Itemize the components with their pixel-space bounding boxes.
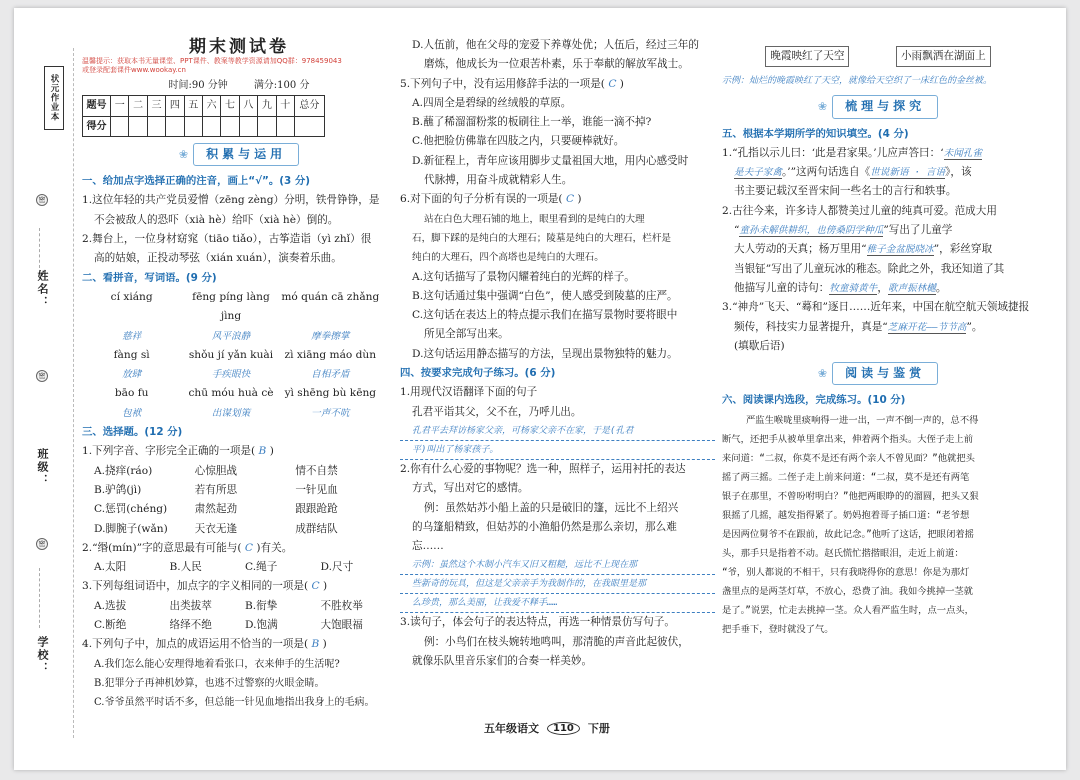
leaf-icon: ❀ — [817, 367, 827, 381]
scene-tag: 小雨飘洒在湖面上 — [896, 46, 991, 67]
answer-choice[interactable]: C — [608, 77, 617, 90]
answer-line[interactable]: 示例：灿烂的晚霞映红了天空，就像给天空织了一床红色的金丝被。 — [722, 76, 993, 87]
score-cell[interactable] — [258, 116, 276, 136]
name-label: 姓名： — [36, 270, 49, 309]
option-row — [82, 597, 396, 616]
option: B.衔挚 — [245, 599, 278, 612]
fill-line: (填歇后语) — [734, 339, 785, 352]
text: 他描写儿童的诗句： — [734, 281, 830, 294]
exam-title: 期末测试卷 — [189, 37, 289, 57]
option: C.绳子 — [245, 561, 278, 574]
leaf-icon: ❀ — [178, 147, 188, 161]
name-line — [39, 228, 40, 268]
banner-label: 梳理与探究 — [832, 95, 938, 118]
question-text: 2.“缗(mín)”字的意思最有可能与( — [82, 541, 242, 554]
passage-line: 是了。”说罢，忙走去挑掉一茎。众人看严监生时，点一点头， — [722, 604, 974, 616]
text: 大人劳动的天真；杨万里用“ — [734, 243, 867, 256]
quote-line: 石，脚下踩的是纯白的大理石；陵墓是纯白的大理石，栏杆是 — [412, 232, 672, 244]
question-text: 3.下列每组词语中，加点字的字义相同的一项是( — [82, 580, 309, 593]
option: 心惊胆战 — [194, 464, 238, 477]
text: 。’”这两句话选自《 — [781, 166, 871, 179]
pinyin: mó quán cā zhǎng — [281, 290, 380, 303]
option-line: A.这句话描写了景物闪耀着纯白的光辉的样子。 — [412, 270, 635, 283]
answer-choice[interactable]: B — [258, 445, 267, 458]
score-head-cell: 八 — [239, 96, 257, 116]
score-cell[interactable] — [166, 116, 184, 136]
answer[interactable]: 自相矛盾 — [311, 369, 350, 381]
answer[interactable]: 手疾眼快 — [211, 369, 251, 381]
option: 肃然起劲 — [194, 503, 238, 516]
answer[interactable]: 一声不吭 — [311, 407, 350, 419]
option: B.驴鸽(jì) — [94, 483, 142, 496]
blank-answer[interactable]: 芝麻开花——节节高 — [887, 321, 967, 333]
option: C.惩罚(chéng) — [94, 503, 168, 516]
text: ”写出了儿童学 — [883, 224, 953, 237]
option-line: 所见全部写出来。 — [424, 328, 509, 341]
score-cell[interactable] — [221, 116, 239, 136]
answer-line[interactable]: 么珍贵，那么美丽，让我爱不释手…… — [400, 594, 715, 613]
score-head-cell: 五 — [184, 96, 202, 116]
text: 1.“孔指以示儿曰：‘此是君家果。’儿应声答曰：‘ — [722, 146, 944, 159]
binding-margin — [14, 8, 76, 770]
score-cell[interactable] — [147, 116, 165, 136]
passage-line: 把手垂下，登时就没了气。 — [722, 623, 834, 635]
option-line: A.四周全是碧绿的丝绒般的草原。 — [412, 96, 572, 109]
option-line: B.这句话通过集中强调“白色”，使人感受到陵墓的庄严。 — [412, 289, 678, 302]
pinyin: bāo fu — [114, 387, 149, 400]
option-line: B.蘸了稀溜溜粉浆的板刷往上一举，谁能一滴不掉? — [412, 116, 652, 129]
score-head-cell: 三 — [147, 96, 165, 116]
option: C.断绝 — [94, 619, 127, 632]
fill-line — [722, 163, 1034, 182]
class-label: 班级： — [36, 448, 49, 487]
passage-line: 狠摇了几摇，越发指得紧了。奶妈抱着哥子插口道：“老爷想 — [722, 509, 970, 521]
pinyin: cí xiáng — [110, 290, 153, 303]
passage-line: 是因两位舅爷不在跟前，故此记念。”他听了这话，把眼闭着摇 — [722, 528, 974, 540]
answer-line[interactable]: 示例：虽然这个木制小汽车又旧又粗糙，远比不上现在那 — [400, 556, 715, 575]
answer-line[interactable]: 平)叫出了杨家孩子。 — [400, 441, 715, 460]
mc-question: 6.对下面的句子分析有误的一项是( C ) — [400, 193, 582, 206]
section-banner — [722, 95, 1034, 118]
option-line: D.新征程上，青年应该用脚步丈量祖国大地，用内心感受时 — [412, 154, 689, 167]
option: A.太阳 — [94, 561, 127, 574]
section-banner — [82, 143, 396, 166]
option: 天衣无逢 — [194, 522, 238, 535]
option-row — [82, 500, 396, 519]
answer[interactable]: 慈祥 — [122, 330, 142, 342]
text: 频传，科技实力显著提升，真是“ — [734, 320, 888, 333]
pinyin-row — [82, 288, 396, 327]
passage-line: 银子在那里，不曾吩咐明白？”他把两眼睁的的溜圆，把头又狠 — [722, 490, 979, 502]
passage-line: 严监生喉咙里痰响得一进一出，一声不倒一声的，总不得 — [746, 414, 979, 426]
q-text: 1.用现代汉语翻译下面的句子 — [400, 386, 538, 399]
fill-line: 3.“神舟”飞天、“蓦和”逐日……近年来，中国在航空航天领域捷报 — [722, 301, 1030, 314]
answer[interactable]: 摩拳擦掌 — [311, 330, 350, 342]
pinyin-row — [82, 384, 396, 403]
answer[interactable]: 出谋划策 — [211, 407, 251, 419]
q-text: 孔君平诣其父，父不在，乃呼儿出。 — [412, 405, 582, 418]
score-table — [82, 95, 325, 137]
full-score-text: 满分:100 分 — [253, 80, 310, 92]
option-line: B.犯罪分子再神机妙算，也逃不过警察的火眼金睛。 — [94, 677, 325, 689]
option: 跟跟跄跄 — [295, 503, 338, 516]
q1-line: 1.这位年轻的共产党员爱憎（zēng zèng）分明，铁骨铮铮，是 — [82, 194, 380, 207]
option-line: D.人伍前，他在父母的宠爱下养尊处优；人伍后，经过三年的 — [412, 39, 699, 51]
option: A.选拔 — [94, 599, 127, 612]
passage-line: “爷，别人都说的不相干，只有我晓得你的意思！你是为那灯 — [722, 566, 970, 578]
tip-line-2: 或登录配套课件www.wookay.cn — [82, 66, 186, 75]
scene-tag: 晚霞映红了天空 — [765, 46, 849, 67]
answer-row — [82, 365, 396, 384]
example-line: 例：小鸟们在枝头婉转地鸣叫，那清脆的声音此起彼伏， — [424, 635, 689, 648]
passage-line: 断气，还把手从被单里拿出来，伸着两个指头。大侄子走上前 — [722, 433, 974, 445]
score-head-cell: 二 — [129, 96, 147, 116]
question-text: 1.下列字音、字形完全正确的一项是( — [82, 445, 256, 458]
passage-line: 头，那手只是指着不动。赵氏慌忙揩揩眼泪，走近上前道： — [722, 547, 964, 559]
fill-line: 书主要记载汉至晋宋间一些名士的言行和轶事。 — [734, 185, 957, 198]
score-cell[interactable] — [276, 116, 294, 136]
option: 不胜枚举 — [320, 599, 363, 612]
answer[interactable]: 包袱 — [122, 407, 142, 419]
option: D.尺寸 — [320, 561, 354, 574]
option-row — [82, 462, 396, 481]
option: A.挠痒(ráo) — [94, 464, 153, 477]
option-line: D.这句话运用静态描写的方法，呈现出景物独特的魅力。 — [412, 347, 678, 360]
score-head-cell: 六 — [202, 96, 220, 116]
score-head-cell: 一 — [111, 96, 129, 116]
grade-label: 五年级语文 — [484, 722, 539, 735]
example-line: 就像乐队里音乐家们的合奏一样美妙。 — [412, 655, 593, 668]
option-line: 代脉搏，用奋斗成就精彩人生。 — [424, 174, 573, 187]
q1-line: 不会被敌人的恐吓（xià hè）给吓（xià hè）倒的。 — [94, 213, 339, 226]
mc-question: 5.下列句子中，没有运用修辞手法的一项是( C ) — [400, 77, 624, 90]
fill-line — [722, 318, 1034, 337]
q1-line: 2.舞台上，一位身材窈窕（tiāo tiǎo），古筝造诣（yì zhǐ）很 — [82, 233, 372, 246]
option: B.人民 — [169, 561, 202, 574]
pinyin: yì shēng bù kēng — [284, 387, 377, 400]
banner-label: 阅读与鉴赏 — [832, 362, 938, 385]
option-line: C.这句话在表达上的特点提示我们在描写景物时要将眼中 — [412, 309, 678, 322]
answer-choice[interactable]: C — [565, 193, 575, 206]
pinyin: fēng píng làng jìng — [192, 290, 270, 323]
fill-line: 他描写儿童的诗句：牧童骑黄牛，歌声振林樾。 — [734, 281, 947, 294]
tip-line: 温馨提示：获取本书无量课堂、PPT课件、教案等教学资源请加QQ群：978459043 — [82, 57, 342, 66]
option-row — [82, 481, 396, 500]
passage-line: 摇了两三摇。二侄子走上前来问道：“二叔，莫不是还有两笔 — [722, 471, 970, 483]
column-2 — [400, 36, 715, 671]
q3-title: 三、选择题。(12 分) — [82, 426, 183, 439]
pinyin: shǒu jí yǎn kuài — [188, 348, 274, 361]
text: ”，彩丝穿取 — [933, 243, 993, 256]
example-line: 的乌篷船精致，但姑苏的小渔船仍然是那么亲切，那么难 — [412, 520, 677, 533]
seal-circle: 密 — [36, 370, 48, 382]
option-line: C.他把脸仿佛靠在四肢之内，只要硬棒就好。 — [412, 135, 625, 148]
fill-line: “童孙未解供耕织，也傍桑阴学种瓜”写出了儿童学 — [734, 224, 953, 237]
option-row — [82, 558, 396, 577]
text: 》，该 — [945, 166, 972, 179]
example-line: 忘…… — [412, 540, 444, 553]
score-head-cell: 四 — [166, 96, 184, 116]
time-row — [82, 77, 396, 95]
answer-line[interactable]: 些新奇的玩具，但这是父亲亲手为我制作的，在我眼里是那 — [400, 575, 715, 594]
quote-line: 纯白的大理石，四个高塔也是纯白的大理石。 — [412, 252, 604, 264]
answer-choice[interactable]: C — [311, 580, 320, 593]
option-row — [82, 520, 396, 539]
answer-row — [82, 404, 396, 423]
option: 一针见血 — [295, 483, 338, 496]
option: D.饱满 — [245, 619, 278, 632]
example-line: 例：虽然姑苏小船上盖的只是破旧的篷，远比不上绍兴 — [424, 501, 679, 514]
option: 大饱眼福 — [320, 619, 363, 632]
answer[interactable]: 放肆 — [122, 369, 142, 381]
school-label: 学校： — [36, 636, 49, 675]
q1-title: 一、给加点字选择正确的注音，画上“√”。(3 分) — [82, 175, 310, 188]
question-text: 6.对下面的句子分析有误的一项是( — [400, 193, 563, 206]
score-head-cell: 九 — [258, 96, 276, 116]
mc-question — [82, 539, 396, 558]
fill-line: 当银钲”写出了儿童玩冰的稚态。除此之外，我还知道了其 — [734, 262, 1005, 275]
section-banner — [722, 362, 1034, 385]
answer-row — [82, 327, 396, 346]
blank-answer[interactable]: 世说新语 · 言语 — [870, 167, 946, 179]
time-text: 时间:90 分钟 — [168, 80, 228, 92]
text: ”。 — [966, 320, 983, 333]
score-head-cell: 总分 — [294, 96, 324, 116]
pinyin: fàng sì — [113, 348, 150, 361]
q-text: 方式，写出对它的感情。 — [412, 482, 529, 495]
passage-line: 盏里点的是两茎灯草，不放心，恐费了油。我如今挑掉一茎就 — [722, 585, 974, 597]
tag-row — [722, 46, 1034, 67]
answer-choice[interactable]: C — [244, 541, 254, 554]
score-cell[interactable] — [202, 116, 220, 136]
page-number: 110 — [547, 722, 580, 735]
brand-tag: 状元作业本 — [44, 66, 64, 130]
score-cell[interactable] — [239, 116, 257, 136]
blank-answer[interactable]: 未闻孔雀 — [943, 147, 982, 159]
mc-question: 3.下列每组词语中，加点字的字义相同的一项是( C ) — [82, 580, 328, 593]
option-line: 磨炼，他成长为一位艰苦朴素，乐于奉献的解放军战士。 — [424, 58, 689, 71]
q-text: 2.你有什么心爱的事物呢？选一种，照样子，运用衬托的表达 — [400, 462, 686, 475]
option: 成群结队 — [295, 522, 338, 535]
section-4-title: 四、按要求完成句子练习。(6 分) — [400, 367, 556, 380]
school-line — [39, 568, 40, 628]
page-footer — [484, 720, 644, 736]
fold-line — [73, 48, 74, 738]
leaf-icon: ❀ — [817, 100, 827, 114]
quote-line: 站在白色大理石铺的地上，眼里看到的是纯白的大理 — [424, 213, 645, 225]
question-end: )有关。 — [256, 541, 293, 554]
option: 出类拔萃 — [169, 599, 212, 612]
option-line: C.爷爷虽然平时话不多，但总能一针见血地指出我身上的毛病。 — [94, 697, 375, 709]
mc-question: 1.下列字音、字形完全正确的一项是( B ) — [82, 445, 274, 458]
fill-line — [722, 144, 1034, 163]
seal-circle: 密 — [36, 538, 48, 550]
option: 络绎不绝 — [169, 619, 212, 632]
score-head-cell: 十 — [276, 96, 294, 116]
column-3 — [722, 46, 1034, 639]
section-6-title: 六、阅读课内选段，完成练习。(10 分) — [722, 394, 906, 407]
blank-answer[interactable]: 是夫子家禽 — [734, 167, 782, 179]
seal-circle: 密 — [36, 194, 48, 206]
score-cell[interactable] — [294, 116, 324, 136]
volume-label: 下册 — [587, 722, 610, 735]
score-cell[interactable] — [111, 116, 129, 136]
q-text: 3.读句子，体会句子的表达特点，再选一种情景仿写句子。 — [400, 616, 675, 629]
blank-answer[interactable]: 稚子金盆脱晓冰 — [866, 244, 934, 256]
score-cell[interactable] — [129, 116, 147, 136]
option: 情不自禁 — [295, 464, 338, 477]
question-text: 5.下列句子中，没有运用修辞手法的一项是( — [400, 77, 605, 90]
passage-line: 来问道：“二叔，你莫不是还有两个亲人不曾见面？”他就把头 — [722, 452, 975, 464]
question-text: 4.下列句子中，加点的成语运用不恰当的一项是( — [82, 638, 309, 651]
answer-line[interactable]: 孔君平去拜访杨家父亲，可杨家父亲不在家，于是(孔君 — [400, 422, 715, 441]
pinyin-row — [82, 346, 396, 365]
pinyin: chū móu huà cè — [188, 387, 274, 400]
mc-question: 4.下列句子中，加点的成语运用不恰当的一项是( B ) — [82, 638, 327, 651]
score-head-cell: 题号 — [83, 96, 111, 116]
score-row-label: 得分 — [83, 116, 111, 136]
score-cell[interactable] — [184, 116, 202, 136]
fill-line — [722, 240, 1034, 259]
reading-passage — [722, 411, 1034, 639]
banner-label: 积累与运用 — [193, 143, 299, 166]
blank-answer[interactable]: 牧童骑黄牛 — [829, 282, 878, 294]
option: D.脚腕子(wǎn) — [94, 522, 168, 535]
option: 若有所思 — [194, 483, 238, 496]
pinyin: zì xiāng máo dùn — [284, 348, 377, 361]
score-head-cell: 七 — [221, 96, 239, 116]
answer-choice[interactable]: B — [311, 638, 320, 651]
fill-line: 2.古往今来，许多诗人都赞美过儿童的纯真可爱。范成大用 — [722, 204, 997, 217]
section-5-title: 五、根据本学期所学的知识填空。(4 分) — [722, 127, 909, 140]
blank-answer[interactable]: 歌声振林樾 — [887, 282, 936, 294]
option-line: A.我们怎么能心安理得地着看张口，衣来伸手的生活呢? — [94, 658, 340, 670]
q1-line: 高的姑娘，正投动琴弦（xián xuán），演奏着乐曲。 — [94, 252, 342, 265]
column-1 — [82, 38, 396, 713]
blank-answer[interactable]: 童孙未解供耕织，也傍桑阴学种瓜 — [739, 225, 884, 237]
answer[interactable]: 风平浪静 — [211, 330, 251, 342]
option-row — [82, 616, 396, 635]
exam-sheet — [14, 8, 1066, 770]
q2-title: 二、看拼音，写词语。(9 分) — [82, 271, 217, 284]
